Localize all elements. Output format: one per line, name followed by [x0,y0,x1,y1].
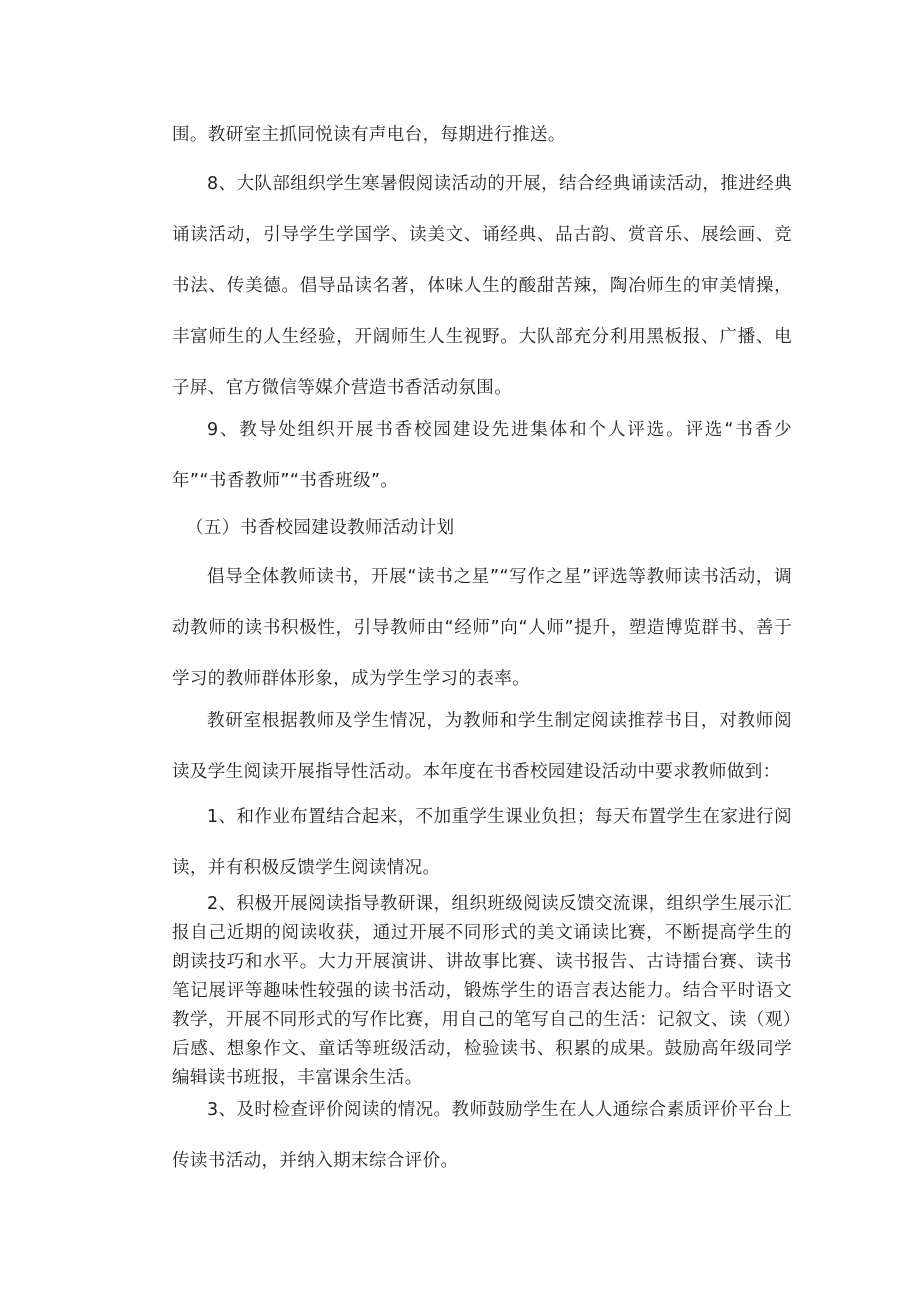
paragraph-requirement-2: 2、积极开展阅读指导教研课，组织班级阅读反馈交流课，组织学生展示汇报自己近期的阅读收获，通过开展不同形式的美文诵读比赛，不断提高学生的朗读技巧和水平。大力开展演讲、讲故事比赛、读书报告、古诗擂台赛、读书笔记展评等趣味性较强的读书活动，锻炼学生的语言表达能力。结合平时语文教学，开展不同形式的写作比赛，用自己的笔写自己的生活：记叙文、读（观）后感、想象作文、童话等班级活动，检验读书、积累的成果。鼓励高年级同学编辑读书班报，丰富课余生活。 [172,894,792,1088]
paragraph-requirement-3: 3、及时检查评价阅读的情况。教师鼓励学生在人人通综合素质评价平台上传读书活动，并纳入期末综合评价。 [172,1100,792,1171]
paragraph-continuation: 围。教研室主抓同悦读有声电台，每期进行推送。 [172,125,566,145]
paragraph-book-list: 教研室根据教师及学生情况，为教师和学生制定阅读推荐书目，对教师阅读及学生阅读开展指导性活动。本年度在书香校园建设活动中要求教师做到： [172,711,792,782]
paragraph-item-8: 8、大队部组织学生寒暑假阅读活动的开展，结合经典诵读活动，推进经典诵读活动，引导学生学国学、读美文、诵经典、品古韵、赏音乐、展绘画、竞书法、传美德。倡导品读名著，体味人生的酸甜苦辣，陶冶师生的审美情操，丰富师生的人生经验，开阔师生人生视野。大队部充分利用黑板报、广播、电子屏、官方微信等媒介营造书香活动氛围。 [172,174,792,398]
paragraph-teacher-reading: 倡导全体教师读书，开展“读书之星”“写作之星”评选等教师读书活动，调动教师的读书积极性，引导教师由“经师”向“人师”提升，塑造博览群书、善于学习的教师群体形象，成为学生学习的表率。 [172,567,792,689]
paragraph-requirement-1: 1、和作业布置结合起来，不加重学生课业负担；每天布置学生在家进行阅读，并有积极反馈学生阅读情况。 [172,807,792,878]
paragraph-item-9: 9、教导处组织开展书香校园建设先进集体和个人评选。评选“书香少年”“书香教师”“书香班级”。 [172,420,792,491]
section-heading: （五）书香校园建设教师活动计划 [186,518,455,538]
